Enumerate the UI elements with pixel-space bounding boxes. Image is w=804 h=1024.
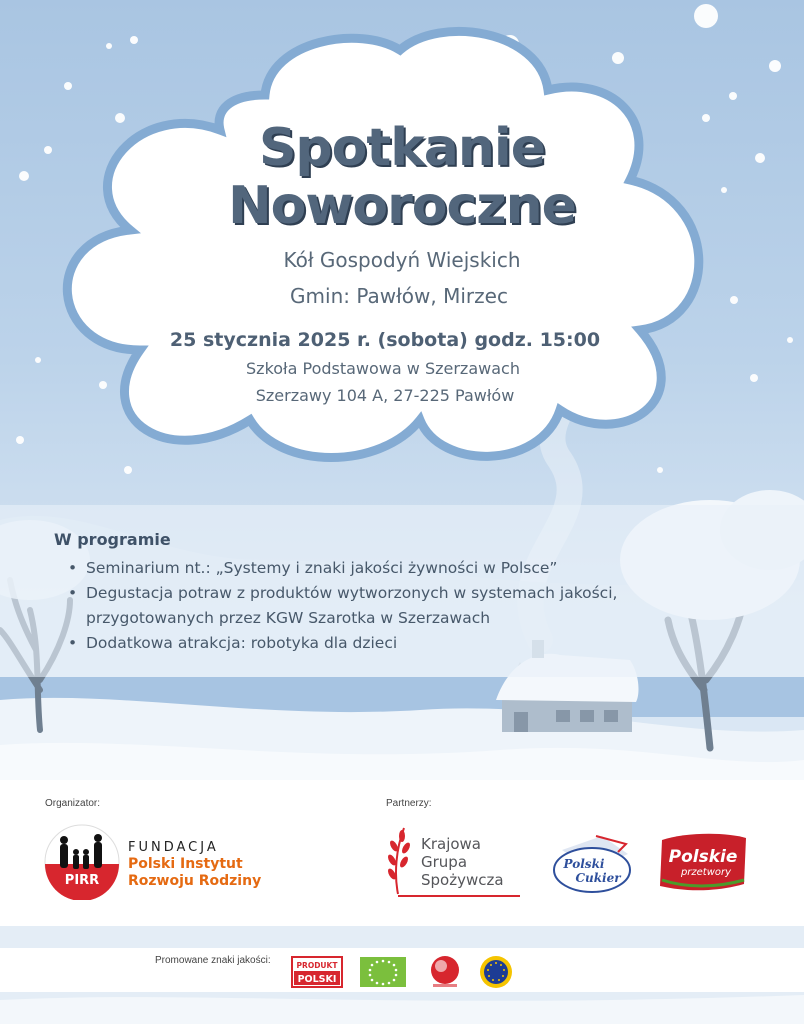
kgs-name-line2: Grupa (421, 853, 468, 871)
organizer-subtitle-line1: Kół Gospodyń Wiejskich (283, 248, 521, 272)
polski-cukier-logo-icon (552, 830, 632, 898)
venue-name: Szkoła Podstawowa w Szerzawach (246, 359, 520, 378)
quality-label: Promowane znaki jakości: (155, 955, 271, 966)
eu-organic-leaf-icon (360, 957, 406, 987)
venue-address: Szerzawy 104 A, 27-225 Pawłów (255, 386, 515, 405)
przetwory-line1: Polskie (668, 847, 738, 867)
produkt-polski-icon (291, 956, 343, 988)
event-title-line1: Spotkanie (258, 118, 546, 178)
foundation-label: FUNDACJA (128, 840, 219, 855)
partners-label: Partnerzy: (386, 798, 432, 809)
organizer-label: Organizator: (45, 798, 101, 809)
polskie-przetwory-logo-icon (656, 830, 750, 894)
program-item: • Dodatkowa atrakcja: robotyka dla dzieci (68, 631, 748, 656)
pirr-logo-icon (44, 824, 120, 900)
program-item-continuation (68, 606, 748, 631)
pirr-badge-text: PIRR (64, 873, 100, 888)
pp-line1: PRODUKT (296, 961, 338, 970)
eu-quality-seal-icon (479, 955, 513, 989)
program-list (68, 556, 748, 656)
pp-line2: POLSKI (297, 974, 337, 985)
program-item: • Seminarium nt.: „Systemy i znaki jakości żywności w Polsce” (68, 556, 748, 581)
program-heading: W programie (54, 530, 171, 549)
cukier-line2: Cukier (575, 871, 621, 885)
event-title-line2: Noworoczne (228, 176, 576, 236)
kgs-name-line3: Spożywcza (421, 871, 504, 889)
organizer-subtitle-line2: Gmin: Pawłów, Mirzec (290, 284, 508, 308)
jakosc-tradycja-icon (427, 954, 463, 990)
program-item-continuation-text: przygotowanych przez KGW Szarotka w Szerzawach (86, 609, 491, 627)
kgs-name-line1: Krajowa (421, 835, 481, 853)
przetwory-line2: przetwory (680, 867, 732, 878)
event-date: 25 stycznia 2025 r. (sobota) godz. 15:00 (169, 329, 601, 351)
cukier-line1: Polski (563, 857, 605, 871)
foundation-name-line2: Rozwoju Rodziny (128, 873, 262, 889)
program-item: • Degustacja potraw z produktów wytworzonych w systemach jakości, (68, 581, 748, 606)
foundation-name-line1: Polski Instytut (128, 856, 243, 872)
